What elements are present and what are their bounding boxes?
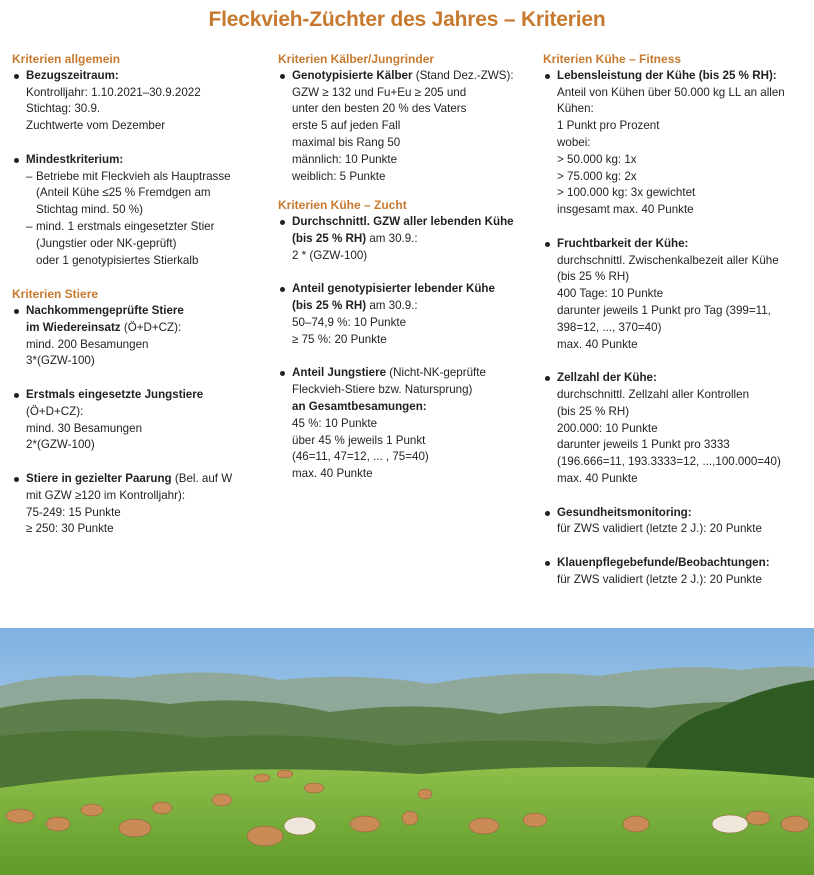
text-line: 200.000: 10 Punkte	[557, 421, 658, 435]
text-line: insgesamt max. 40 Punkte	[557, 203, 694, 217]
cow	[119, 819, 151, 837]
cow	[152, 802, 172, 814]
text-line: darunter jeweils 1 Punkt pro 3333	[557, 438, 730, 452]
cow	[712, 815, 748, 833]
bullet-head: Bezugszeitraum:	[26, 68, 119, 82]
text-line: max. 40 Punkte	[292, 467, 373, 481]
bullet-head: an Gesamtbesamungen:	[292, 399, 427, 413]
bullet-head-rest: (Nicht-NK-geprüfte	[386, 366, 486, 380]
text-line: – Betriebe mit Fleckvieh als Hauptrasse	[36, 169, 231, 183]
section-title-allgemein: Kriterien allgemein	[12, 52, 121, 66]
bullet-head: Zellzahl der Kühe:	[557, 371, 657, 385]
bullet-head: Durchschnittl. GZW aller lebenden Kühe	[292, 215, 514, 229]
bullet-head-rest: (Bel. auf W	[171, 471, 233, 485]
cow	[212, 794, 232, 806]
text-line: 2*(GZW-100)	[26, 438, 95, 452]
text-line: für ZWS validiert (letzte 2 J.): 20 Punkte	[557, 572, 762, 586]
bullet-head: (bis 25 % RH)	[292, 231, 367, 245]
text-line: > 100.000 kg: 3x gewichtet	[557, 186, 696, 200]
text-line: für ZWS validiert (letzte 2 J.): 20 Punkte	[557, 522, 762, 536]
bullet-head-rest: (Ö+D+CZ):	[120, 320, 182, 334]
column-allgemein-stiere	[12, 51, 262, 538]
cow	[46, 817, 70, 831]
cow	[304, 783, 324, 793]
bullet-lebensleistung	[543, 68, 811, 219]
bullet-head: Gesundheitsmonitoring:	[557, 505, 692, 519]
cow	[81, 804, 103, 816]
text-line: max. 40 Punkte	[557, 337, 638, 351]
text-line: > 75.000 kg: 2x	[557, 169, 637, 183]
text-line: Stichtag mind. 50 %)	[36, 203, 143, 217]
landscape-photo	[0, 628, 814, 875]
bullet-gesundheitsmonitoring	[543, 505, 811, 539]
text-line: GZW ≥ 132 und Fu+Eu ≥ 205 und	[292, 85, 467, 99]
bullet-head: Anteil Jungstiere	[292, 366, 387, 380]
bullet-head: Stiere in gezielter Paarung	[26, 471, 172, 485]
text-line: männlich: 10 Punkte	[292, 152, 398, 166]
dash-item-hauptrasse	[12, 169, 262, 219]
bullet-head: Nachkommengeprüfte Stiere	[26, 303, 184, 317]
bullet-durchschnitt-gzw	[278, 214, 533, 264]
text-line: 50–74,9 %: 10 Punkte	[292, 315, 407, 329]
text-line: darunter jeweils 1 Punkt pro Tag (399=11,	[557, 303, 771, 317]
text-line: (Jungstier oder NK-geprüft)	[36, 236, 177, 250]
cow	[469, 818, 499, 834]
text-line: über 45 % jeweils 1 Punkt	[292, 433, 426, 447]
cow	[254, 774, 270, 782]
text-line: max. 40 Punkte	[557, 471, 638, 485]
landscape-illustration	[0, 628, 814, 875]
text-line: weiblich: 5 Punkte	[292, 169, 386, 183]
text-line: 398=12, ..., 370=40)	[557, 320, 662, 334]
text-line: (bis 25 % RH)	[557, 404, 630, 418]
text-line: 3*(GZW-100)	[26, 354, 95, 368]
bullet-head: Anteil genotypisierter lebender Kühe	[292, 282, 495, 296]
text-line: > 50.000 kg: 1x	[557, 152, 637, 166]
text-line: ≥ 250: 30 Punkte	[26, 522, 114, 536]
page-title: Fleckvieh-Züchter des Jahres – Kriterien	[208, 8, 606, 31]
text-line: Stichtag: 30.9.	[26, 102, 101, 116]
bullet-head: Genotypisierte Kälber	[292, 68, 413, 82]
dash-item-stier	[12, 219, 262, 269]
bullet-head: (bis 25 % RH)	[292, 299, 367, 313]
cow	[247, 826, 283, 846]
text-line: Fleckvieh-Stiere bzw. Natursprung)	[292, 383, 473, 397]
text-line: – mind. 1 erstmals eingesetzter Stier	[36, 219, 215, 233]
bullet-head: Fruchtbarkeit der Kühe:	[557, 236, 689, 250]
text-line: wobei:	[557, 135, 591, 149]
bullet-head-rest: (Ö+D+CZ):	[26, 404, 84, 418]
text-line: (196.666=11, 193.3333=12, ...,100.000=40)	[557, 455, 781, 469]
text-line: Kühen:	[557, 102, 594, 116]
bullet-head: Mindestkriterium:	[26, 152, 124, 166]
bullet-anteil-jungstiere	[278, 365, 533, 483]
bullet-head: Erstmals eingesetzte Jungstiere	[26, 387, 204, 401]
text-line: (46=11, 47=12, ... , 75=40)	[292, 450, 429, 464]
text-line: 45 %: 10 Punkte	[292, 416, 378, 430]
cow	[781, 816, 809, 832]
bullet-fruchtbarkeit	[543, 236, 811, 354]
text-line: Kontrolljahr: 1.10.2021–30.9.2022	[26, 85, 201, 99]
section-title-kaelber: Kriterien Kälber/Jungrinder	[278, 52, 435, 66]
text-line: 1 Punkt pro Prozent	[557, 119, 660, 133]
bullet-gezielte-paarung	[12, 471, 262, 538]
bullet-head: Klauenpflegebefunde/Beobachtungen:	[557, 555, 770, 569]
cow	[402, 811, 418, 825]
text-line: durchschnittl. Zwischenkalbezeit aller Kühe	[557, 253, 779, 267]
text-line: mit GZW ≥120 im Kontrolljahr):	[26, 488, 186, 502]
bullet-bezugszeitraum	[12, 68, 262, 135]
text-line: Anteil von Kühen über 50.000 kg LL an allen	[557, 85, 785, 99]
text-line: oder 1 genotypisiertes Stierkalb	[36, 253, 199, 267]
cow	[277, 770, 293, 778]
bullet-jungstiere	[12, 387, 262, 454]
section-title-fitness: Kriterien Kühe – Fitness	[543, 52, 682, 66]
text-line: Zuchtwerte vom Dezember	[26, 119, 166, 133]
cow	[284, 817, 316, 835]
text-line: erste 5 auf jeden Fall	[292, 119, 401, 133]
text-line: mind. 200 Besamungen	[26, 337, 149, 351]
cow	[6, 809, 34, 823]
text-line: maximal bis Rang 50	[292, 135, 401, 149]
cow	[523, 813, 547, 827]
column-kaelber-zucht	[278, 51, 533, 483]
bullet-genotypisierte-kaelber	[278, 68, 533, 186]
cow	[350, 816, 380, 832]
text-line: (bis 25 % RH)	[557, 270, 630, 284]
bullet-head-rest: (Stand Dez.-ZWS):	[412, 68, 514, 82]
text-line: mind. 30 Besamungen	[26, 421, 143, 435]
column-fitness	[543, 51, 811, 589]
bullet-head-rest: am 30.9.:	[366, 231, 418, 245]
text-line: 75-249: 15 Punkte	[26, 505, 121, 519]
text-line: durchschnittl. Zellzahl aller Kontrollen	[557, 387, 750, 401]
cow	[623, 816, 649, 832]
text-line: 2 * (GZW-100)	[292, 248, 368, 262]
bullet-head: Lebensleistung der Kühe (bis 25 % RH):	[557, 68, 777, 82]
bullet-head: im Wiedereinsatz	[26, 320, 121, 334]
cow	[418, 789, 432, 799]
section-title-stiere: Kriterien Stiere	[12, 287, 99, 302]
text-line: unter den besten 20 % des Vaters	[292, 102, 467, 116]
bullet-klauenpflege	[543, 555, 811, 589]
cow	[746, 811, 770, 825]
section-title-zucht: Kriterien Kühe – Zucht	[278, 198, 407, 213]
bullet-zellzahl	[543, 370, 811, 488]
bullet-mindestkriterium	[12, 152, 262, 169]
bullet-head-rest: am 30.9.:	[366, 299, 418, 313]
text-line: (Anteil Kühe ≤25 % Fremdgen am	[36, 186, 211, 200]
bullet-anteil-genotypisiert	[278, 281, 533, 348]
bullet-nachkommengepruefte-stiere	[12, 303, 262, 370]
text-line: ≥ 75 %: 20 Punkte	[292, 332, 387, 346]
text-line: 400 Tage: 10 Punkte	[557, 287, 664, 301]
